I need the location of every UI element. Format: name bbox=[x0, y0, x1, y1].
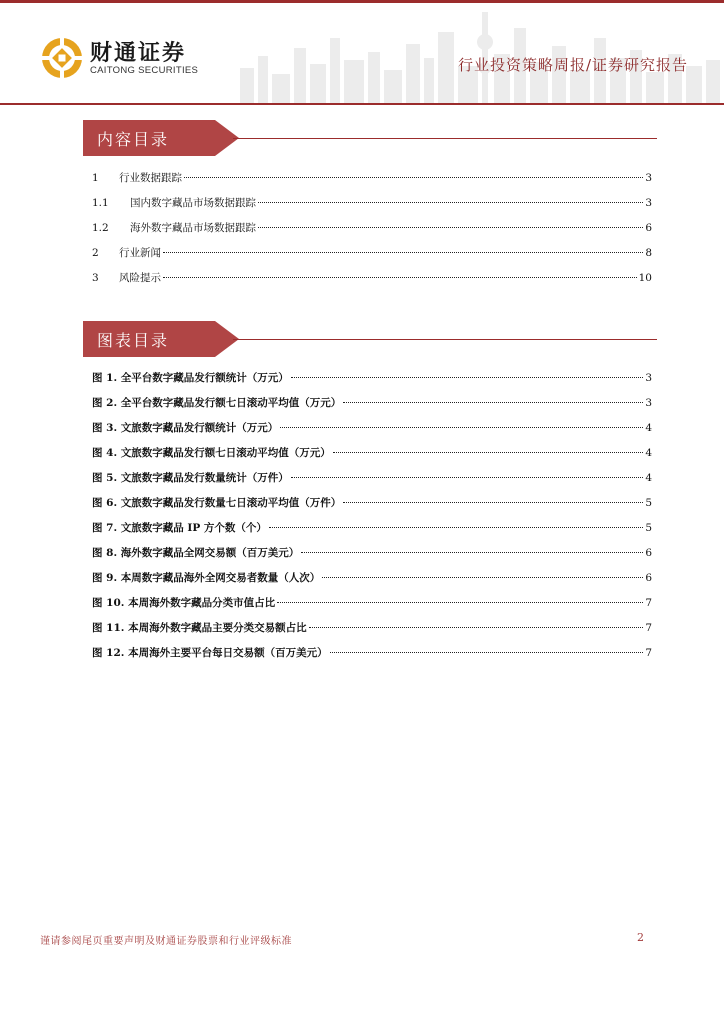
figure-entry[interactable] bbox=[92, 370, 652, 395]
figure-entry[interactable] bbox=[92, 420, 652, 445]
toc-leader-dots bbox=[330, 652, 644, 653]
figure-title: 图 4. 文旅数字藏品发行额七日滚动平均值（万元） bbox=[92, 447, 331, 459]
toc-page-number: 10 bbox=[638, 272, 652, 284]
section-rule bbox=[233, 138, 657, 139]
toc-leader-dots bbox=[280, 427, 643, 428]
toc-page-number: 3 bbox=[645, 172, 652, 184]
figure-page-number: 5 bbox=[645, 522, 652, 534]
toc-title: 行业数据跟踪 bbox=[119, 172, 182, 184]
figure-title: 图 5. 文旅数字藏品发行数量统计（万件） bbox=[92, 472, 289, 484]
toc-leader-dots bbox=[163, 252, 643, 253]
toc-title: 风险提示 bbox=[119, 272, 161, 284]
figure-title: 图 12. 本周海外主要平台每日交易额（百万美元） bbox=[92, 647, 328, 659]
figure-title: 图 3. 文旅数字藏品发行额统计（万元） bbox=[92, 422, 279, 434]
toc-entry[interactable] bbox=[92, 220, 652, 245]
toc-leader-dots bbox=[277, 602, 643, 603]
figure-page-number: 7 bbox=[645, 597, 652, 609]
figure-entry[interactable] bbox=[92, 395, 652, 420]
footer-page-number: 2 bbox=[637, 931, 644, 944]
figure-title: 图 1. 全平台数字藏品发行额统计（万元） bbox=[92, 372, 289, 384]
logo-chinese-name: 财通证券 bbox=[90, 41, 187, 66]
toc-number: 3 bbox=[92, 272, 99, 284]
figure-page-number: 3 bbox=[645, 397, 652, 409]
report-type-title: 行业投资策略周报/证券研究报告 bbox=[457, 56, 688, 74]
toc-leader-dots bbox=[301, 552, 643, 553]
toc-leader-dots bbox=[333, 452, 644, 453]
toc-leader-dots bbox=[343, 502, 643, 503]
figure-page-number: 4 bbox=[645, 472, 652, 484]
figure-title: 图 11. 本周海外数字藏品主要分类交易额占比 bbox=[92, 622, 307, 634]
figure-entry[interactable] bbox=[92, 545, 652, 570]
toc-page-number: 3 bbox=[645, 197, 652, 209]
toc-number: 2 bbox=[92, 247, 99, 259]
figure-entry[interactable] bbox=[92, 470, 652, 495]
footer-disclaimer: 谨请参阅尾页重要声明及财通证券股票和行业评级标准 bbox=[40, 936, 292, 947]
page-header bbox=[0, 0, 724, 106]
toc-entry[interactable] bbox=[92, 170, 652, 195]
logo-english-name: CAITONG SECURITIES bbox=[90, 65, 199, 76]
contents-list bbox=[92, 170, 652, 295]
toc-leader-dots bbox=[258, 202, 643, 203]
toc-entry[interactable] bbox=[92, 195, 652, 220]
figure-page-number: 6 bbox=[645, 547, 652, 559]
figure-page-number: 5 bbox=[645, 497, 652, 509]
figure-title: 图 9. 本周数字藏品海外全网交易者数量（人次） bbox=[92, 572, 321, 584]
toc-entry[interactable] bbox=[92, 245, 652, 270]
toc-leader-dots bbox=[163, 277, 637, 278]
figure-title: 图 10. 本周海外数字藏品分类市值占比 bbox=[92, 597, 276, 609]
figure-entry[interactable] bbox=[92, 495, 652, 520]
header-bottom-rule bbox=[0, 103, 724, 105]
figure-entry[interactable] bbox=[92, 520, 652, 545]
toc-title: 行业新闻 bbox=[119, 247, 161, 259]
figure-page-number: 6 bbox=[645, 572, 652, 584]
figure-page-number: 4 bbox=[645, 422, 652, 434]
figure-page-number: 7 bbox=[645, 647, 652, 659]
toc-leader-dots bbox=[309, 627, 644, 628]
logo-emblem-icon bbox=[40, 36, 84, 80]
figure-page-number: 7 bbox=[645, 622, 652, 634]
figure-entry[interactable] bbox=[92, 570, 652, 595]
figure-title: 图 6. 文旅数字藏品发行数量七日滚动平均值（万件） bbox=[92, 497, 342, 509]
toc-leader-dots bbox=[258, 227, 643, 228]
toc-page-number: 8 bbox=[645, 247, 652, 259]
figures-section-header bbox=[83, 321, 657, 357]
figure-page-number: 3 bbox=[645, 372, 652, 384]
toc-page-number: 6 bbox=[645, 222, 652, 234]
figures-heading: 图表目录 bbox=[97, 331, 170, 350]
figure-entry[interactable] bbox=[92, 645, 652, 670]
toc-title: 国内数字藏品市场数据跟踪 bbox=[130, 197, 256, 209]
figure-entry[interactable] bbox=[92, 445, 652, 470]
figure-title: 图 2. 全平台数字藏品发行额七日滚动平均值（万元） bbox=[92, 397, 342, 409]
figure-entry[interactable] bbox=[92, 595, 652, 620]
company-logo bbox=[40, 36, 260, 80]
header-top-border bbox=[0, 0, 724, 3]
toc-number: 1.2 bbox=[92, 222, 109, 234]
section-rule bbox=[233, 339, 657, 340]
figures-list bbox=[92, 370, 652, 670]
figure-title: 图 7. 文旅数字藏品 IP 方个数（个） bbox=[92, 522, 267, 534]
toc-title: 海外数字藏品市场数据跟踪 bbox=[130, 222, 256, 234]
toc-leader-dots bbox=[322, 577, 643, 578]
toc-entry[interactable] bbox=[92, 270, 652, 295]
figure-title: 图 8. 海外数字藏品全网交易额（百万美元） bbox=[92, 547, 300, 559]
toc-number: 1 bbox=[92, 172, 99, 184]
contents-section-header bbox=[83, 120, 657, 156]
toc-leader-dots bbox=[269, 527, 643, 528]
toc-leader-dots bbox=[343, 402, 643, 403]
toc-leader-dots bbox=[291, 377, 644, 378]
figure-page-number: 4 bbox=[645, 447, 652, 459]
figure-entry[interactable] bbox=[92, 620, 652, 645]
toc-number: 1.1 bbox=[92, 197, 109, 209]
contents-heading: 内容目录 bbox=[97, 130, 170, 149]
toc-leader-dots bbox=[184, 177, 643, 178]
toc-leader-dots bbox=[291, 477, 644, 478]
